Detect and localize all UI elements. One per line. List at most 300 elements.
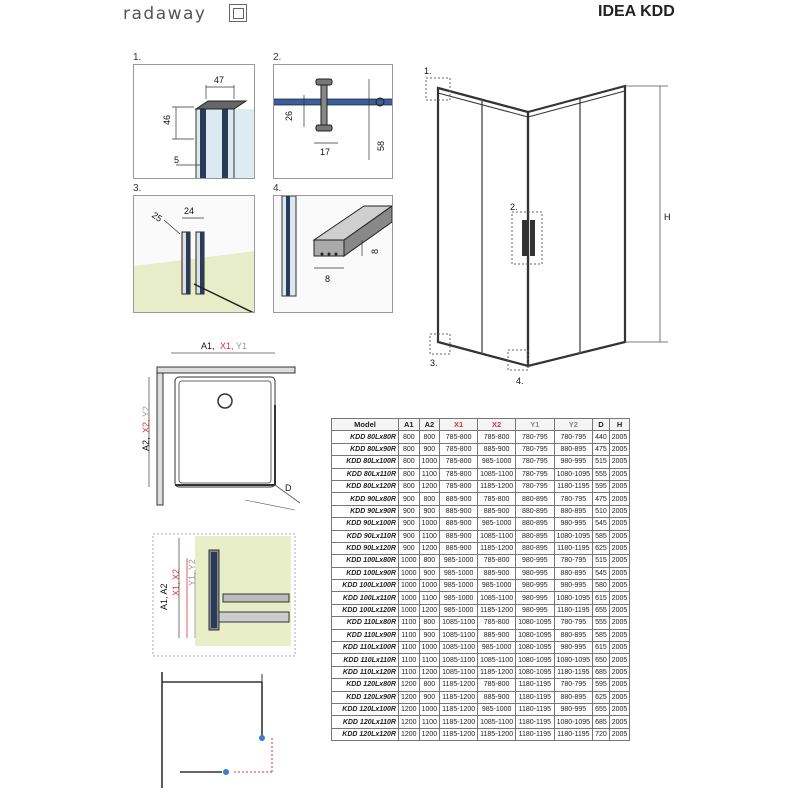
table-cell: 1180-1195: [554, 604, 592, 616]
table-cell: 2005: [609, 604, 630, 616]
table-cell: 880-895: [554, 691, 592, 703]
table-row: [332, 592, 630, 604]
product-title: IDEA KDD: [598, 3, 675, 20]
callout-3: 3.: [430, 358, 438, 368]
table-cell: KDD 100Lx100R: [332, 580, 399, 592]
table-cell: 880-895: [516, 518, 554, 530]
table-cell: 780-795: [554, 617, 592, 629]
table-cell: 1000: [419, 518, 440, 530]
table-cell: 1085-1100: [440, 666, 478, 678]
table-cell: 1180-1195: [516, 691, 554, 703]
table-cell: 1000: [419, 703, 440, 715]
table-cell: 885-900: [478, 691, 516, 703]
table-cell: 1200: [419, 604, 440, 616]
table-cell: KDD 80Lx90R: [332, 443, 399, 455]
detail-2-panel: [273, 64, 393, 179]
table-cell: 1185-1200: [440, 716, 478, 728]
table-cell: 1185-1200: [478, 480, 516, 492]
table-cell: 475: [593, 493, 610, 505]
table-cell: KDD 90Lx90R: [332, 505, 399, 517]
table-cell: 1080-1095: [554, 468, 592, 480]
table-cell: 880-895: [516, 530, 554, 542]
table-cell: 650: [593, 654, 610, 666]
table-cell: 1080-1095: [516, 617, 554, 629]
table-cell: 1185-1200: [440, 703, 478, 715]
table-row: [332, 617, 630, 629]
table-cell: 1085-1100: [478, 716, 516, 728]
table-cell: 615: [593, 592, 610, 604]
table-cell: 780-795: [516, 443, 554, 455]
table-cell: 885-900: [478, 629, 516, 641]
detail-1-dim-side: 46: [162, 114, 172, 125]
table-cell: 980-995: [554, 642, 592, 654]
table-cell: 885-900: [478, 443, 516, 455]
table-row: [332, 642, 630, 654]
table-cell: 1200: [399, 716, 420, 728]
table-cell: 880-895: [516, 505, 554, 517]
table-cell: 785-800: [440, 431, 478, 443]
table-row: [332, 679, 630, 691]
table-cell: 985-1000: [478, 642, 516, 654]
table-cell: KDD 100Lx90R: [332, 567, 399, 579]
table-row: [332, 480, 630, 492]
table-cell: KDD 120Lx80R: [332, 679, 399, 691]
section-label-y: Y1, Y2: [187, 559, 197, 586]
table-row: [332, 542, 630, 554]
table-cell: 800: [399, 456, 420, 468]
table-cell: 2005: [609, 716, 630, 728]
plan-diag-label: D: [285, 483, 292, 493]
table-row: [332, 493, 630, 505]
table-cell: 1100: [419, 468, 440, 480]
table-cell: 1080-1095: [554, 654, 592, 666]
table-cell: 1100: [419, 592, 440, 604]
table-cell: 785-800: [440, 480, 478, 492]
callout-2: 2.: [510, 202, 518, 212]
table-row: [332, 629, 630, 641]
table-cell: KDD 90Lx100R: [332, 518, 399, 530]
table-cell: 1185-1200: [478, 542, 516, 554]
table-row: [332, 580, 630, 592]
table-cell: 880-895: [554, 629, 592, 641]
table-cell: 1080-1095: [516, 666, 554, 678]
table-cell: 2005: [609, 666, 630, 678]
table-cell: 785-800: [440, 456, 478, 468]
table-cell: 2005: [609, 642, 630, 654]
table-cell: KDD 90Lx80R: [332, 493, 399, 505]
table-cell: 980-995: [516, 555, 554, 567]
table-row: [332, 518, 630, 530]
table-row: [332, 443, 630, 455]
table-row: [332, 728, 630, 740]
table-cell: 1085-1100: [478, 592, 516, 604]
plan-side-label-y: Y2: [141, 405, 151, 417]
layout-view: [150, 668, 285, 793]
table-row: [332, 604, 630, 616]
table-cell: 555: [593, 468, 610, 480]
detail-2-dim-bottom: 17: [320, 147, 331, 157]
brand-logo-mark: [229, 4, 247, 22]
table-cell: 1100: [399, 666, 420, 678]
table-cell: KDD 90Lx120R: [332, 542, 399, 554]
plan-top-label-x: X1,: [220, 341, 234, 351]
plan-top-label-a: A1,: [201, 341, 215, 351]
plan-side-label-a: A2,: [141, 437, 151, 451]
detail-1-dim-bottom: 5: [174, 155, 180, 165]
table-cell: 440: [593, 431, 610, 443]
table-cell: KDD 110Lx120R: [332, 666, 399, 678]
table-cell: 1200: [419, 728, 440, 740]
detail-1-drawing: [134, 65, 255, 179]
table-cell: 1100: [399, 617, 420, 629]
section-label-a: A1, A2: [159, 583, 169, 610]
table-cell: 475: [593, 443, 610, 455]
table-cell: 2005: [609, 567, 630, 579]
table-cell: KDD 80Lx80R: [332, 431, 399, 443]
table-row: [332, 468, 630, 480]
detail-4-dim-height: 8: [370, 248, 380, 254]
table-cell: 985-1000: [440, 567, 478, 579]
table-cell: 780-795: [554, 493, 592, 505]
table-cell: KDD 120Lx100R: [332, 703, 399, 715]
table-cell: KDD 100Lx120R: [332, 604, 399, 616]
table-row: [332, 654, 630, 666]
table-cell: 885-900: [440, 493, 478, 505]
table-cell: 980-995: [516, 567, 554, 579]
table-cell: 1085-1100: [440, 654, 478, 666]
table-row: [332, 505, 630, 517]
table-cell: 1180-1195: [516, 679, 554, 691]
table-cell: 880-895: [554, 567, 592, 579]
section-view: [145, 530, 300, 660]
table-cell: 1000: [399, 592, 420, 604]
table-cell: 1000: [399, 604, 420, 616]
detail-3-drawing: [134, 196, 255, 313]
table-cell: 980-995: [516, 580, 554, 592]
table-cell: 800: [399, 443, 420, 455]
section-label-x: X1, X2: [171, 568, 181, 596]
table-cell: 2005: [609, 456, 630, 468]
table-cell: 785-800: [478, 493, 516, 505]
table-cell: 1180-1195: [516, 728, 554, 740]
table-cell: 1185-1200: [478, 666, 516, 678]
col-d: D: [593, 419, 610, 431]
table-cell: 900: [419, 567, 440, 579]
table-cell: 2005: [609, 530, 630, 542]
detail-1-panel: [133, 64, 255, 179]
table-cell: 985-1000: [440, 580, 478, 592]
table-cell: 780-795: [516, 480, 554, 492]
table-cell: 800: [419, 617, 440, 629]
detail-4-drawing: [274, 196, 393, 313]
table-cell: 880-895: [516, 493, 554, 505]
table-cell: 1200: [399, 728, 420, 740]
table-cell: 595: [593, 679, 610, 691]
table-cell: 2005: [609, 431, 630, 443]
detail-2-drawing: [274, 65, 393, 179]
detail-2-number: 2.: [273, 52, 282, 63]
table-cell: 720: [593, 728, 610, 740]
table-cell: 1000: [419, 642, 440, 654]
table-cell: KDD 110Lx110R: [332, 654, 399, 666]
table-cell: 780-795: [516, 456, 554, 468]
table-cell: 2005: [609, 617, 630, 629]
table-cell: 1100: [419, 654, 440, 666]
detail-4-number: 4.: [273, 183, 282, 194]
table-cell: 885-900: [478, 567, 516, 579]
table-cell: 1000: [399, 580, 420, 592]
table-cell: 980-995: [554, 703, 592, 715]
table-cell: KDD 120Lx110R: [332, 716, 399, 728]
col-x1: X1: [440, 419, 478, 431]
table-cell: 2005: [609, 592, 630, 604]
table-cell: 625: [593, 542, 610, 554]
table-cell: KDD 110Lx100R: [332, 642, 399, 654]
table-cell: 2005: [609, 679, 630, 691]
table-cell: 2005: [609, 518, 630, 530]
table-cell: 985-1000: [440, 555, 478, 567]
table-row: [332, 431, 630, 443]
table-cell: 1180-1195: [554, 666, 592, 678]
table-cell: 785-800: [440, 468, 478, 480]
table-cell: KDD 110Lx80R: [332, 617, 399, 629]
table-cell: 545: [593, 518, 610, 530]
table-cell: 1180-1195: [516, 716, 554, 728]
table-cell: 780-795: [516, 431, 554, 443]
table-cell: 2005: [609, 629, 630, 641]
table-cell: 1200: [419, 542, 440, 554]
table-cell: 780-795: [554, 431, 592, 443]
col-x2: X2: [478, 419, 516, 431]
table-cell: 1000: [419, 580, 440, 592]
table-cell: 2005: [609, 493, 630, 505]
table-cell: 780-795: [516, 468, 554, 480]
table-cell: 1000: [399, 555, 420, 567]
table-cell: KDD 100Lx80R: [332, 555, 399, 567]
table-cell: 785-800: [478, 555, 516, 567]
table-cell: 1200: [399, 703, 420, 715]
table-cell: 880-895: [554, 443, 592, 455]
table-cell: 655: [593, 703, 610, 715]
table-cell: 980-995: [554, 518, 592, 530]
table-cell: KDD 80Lx120R: [332, 480, 399, 492]
table-cell: 900: [399, 493, 420, 505]
table-cell: 780-795: [554, 555, 592, 567]
table-cell: 800: [399, 468, 420, 480]
table-cell: 980-995: [516, 592, 554, 604]
table-cell: 980-995: [554, 580, 592, 592]
table-cell: 1080-1095: [554, 716, 592, 728]
table-cell: 2005: [609, 580, 630, 592]
table-cell: 1000: [399, 567, 420, 579]
table-cell: 985-1000: [440, 604, 478, 616]
plan-side-label-x: X2,: [141, 419, 151, 433]
table-cell: 585: [593, 530, 610, 542]
table-cell: 900: [399, 505, 420, 517]
table-cell: 1100: [399, 654, 420, 666]
table-row: [332, 456, 630, 468]
table-cell: 1200: [419, 666, 440, 678]
table-cell: 980-995: [554, 456, 592, 468]
table-cell: 685: [593, 716, 610, 728]
table-cell: 800: [419, 493, 440, 505]
table-cell: 515: [593, 456, 610, 468]
plan-top-label-y: Y1: [236, 341, 248, 351]
table-row: [332, 666, 630, 678]
table-cell: 1080-1095: [554, 592, 592, 604]
table-cell: 2005: [609, 443, 630, 455]
table-cell: 2005: [609, 555, 630, 567]
callout-4: 4.: [516, 376, 524, 386]
table-cell: 1185-1200: [440, 679, 478, 691]
table-row: [332, 567, 630, 579]
table-cell: 2005: [609, 654, 630, 666]
table-cell: 1180-1195: [554, 542, 592, 554]
table-cell: 1185-1200: [478, 728, 516, 740]
table-cell: 1080-1095: [516, 642, 554, 654]
table-cell: 900: [399, 542, 420, 554]
table-cell: 985-1000: [478, 703, 516, 715]
table-cell: 900: [399, 530, 420, 542]
plan-view: [135, 335, 315, 520]
table-cell: 1000: [419, 456, 440, 468]
table-cell: 580: [593, 580, 610, 592]
detail-4-dim-width: 8: [325, 274, 331, 284]
table-cell: KDD 110Lx90R: [332, 629, 399, 641]
table-cell: 2005: [609, 480, 630, 492]
table-cell: 880-895: [554, 505, 592, 517]
table-cell: KDD 120Lx90R: [332, 691, 399, 703]
table-row: [332, 691, 630, 703]
col-a1: A1: [399, 419, 420, 431]
table-cell: 900: [419, 691, 440, 703]
table-cell: KDD 80Lx110R: [332, 468, 399, 480]
table-cell: 1100: [399, 642, 420, 654]
table-cell: 1100: [419, 716, 440, 728]
col-h: H: [609, 419, 630, 431]
table-cell: 1200: [399, 679, 420, 691]
detail-1-dim-top: 47: [214, 75, 225, 85]
table-cell: 980-995: [516, 604, 554, 616]
table-cell: 685: [593, 666, 610, 678]
height-label: H: [664, 212, 671, 222]
table-cell: KDD 80Lx100R: [332, 456, 399, 468]
col-y1: Y1: [516, 419, 554, 431]
table-cell: 555: [593, 617, 610, 629]
table-cell: KDD 120Lx120R: [332, 728, 399, 740]
table-cell: 1180-1195: [554, 480, 592, 492]
table-cell: 1085-1100: [478, 530, 516, 542]
table-cell: 1085-1100: [478, 654, 516, 666]
table-cell: KDD 90Lx110R: [332, 530, 399, 542]
table-cell: 1185-1200: [478, 604, 516, 616]
table-cell: 785-800: [478, 431, 516, 443]
table-cell: 785-800: [478, 617, 516, 629]
table-cell: 985-1000: [478, 518, 516, 530]
table-cell: 1200: [419, 480, 440, 492]
col-y2: Y2: [554, 419, 592, 431]
col-a2: A2: [419, 419, 440, 431]
table-cell: 900: [419, 505, 440, 517]
table-cell: 2005: [609, 691, 630, 703]
table-cell: 595: [593, 480, 610, 492]
table-cell: 2005: [609, 703, 630, 715]
table-cell: 885-900: [440, 530, 478, 542]
table-cell: 985-1000: [478, 456, 516, 468]
detail-2-dim-right: 58: [376, 140, 386, 151]
detail-4-panel: [273, 195, 393, 313]
callout-1: 1.: [424, 66, 432, 76]
table-cell: 1080-1095: [516, 654, 554, 666]
spec-table-header: [332, 419, 630, 431]
spec-table: [331, 418, 630, 741]
table-cell: 1085-1100: [440, 642, 478, 654]
table-cell: 1180-1195: [516, 703, 554, 715]
table-cell: 800: [419, 679, 440, 691]
table-cell: 585: [593, 629, 610, 641]
table-cell: 1085-1100: [440, 617, 478, 629]
table-cell: 985-1000: [440, 592, 478, 604]
table-cell: 1085-1100: [478, 468, 516, 480]
main-enclosure-drawing: [420, 60, 690, 390]
table-cell: 1200: [399, 691, 420, 703]
table-cell: 880-895: [516, 542, 554, 554]
table-cell: 800: [419, 555, 440, 567]
table-cell: 900: [399, 518, 420, 530]
col-model: Model: [332, 419, 399, 431]
table-cell: 985-1000: [478, 580, 516, 592]
table-cell: 655: [593, 604, 610, 616]
table-cell: KDD 100Lx110R: [332, 592, 399, 604]
table-cell: 1100: [399, 629, 420, 641]
detail-3-panel: [133, 195, 255, 313]
table-cell: 1080-1095: [516, 629, 554, 641]
table-cell: 1180-1195: [554, 728, 592, 740]
detail-3-dim-top: 24: [184, 206, 195, 216]
table-row: [332, 530, 630, 542]
table-cell: 1185-1200: [440, 728, 478, 740]
table-cell: 2005: [609, 468, 630, 480]
table-cell: 785-800: [478, 679, 516, 691]
detail-3-dim-diag: 25: [150, 209, 165, 224]
table-cell: 545: [593, 567, 610, 579]
table-cell: 800: [399, 480, 420, 492]
table-row: [332, 555, 630, 567]
detail-3-number: 3.: [133, 183, 142, 194]
detail-2-dim-left: 26: [284, 110, 294, 121]
table-cell: 615: [593, 642, 610, 654]
table-cell: 885-900: [440, 518, 478, 530]
detail-1-number: 1.: [133, 52, 142, 63]
table-cell: 800: [419, 431, 440, 443]
table-row: [332, 703, 630, 715]
table-cell: 1085-1100: [440, 629, 478, 641]
table-cell: 2005: [609, 728, 630, 740]
table-cell: 2005: [609, 505, 630, 517]
table-cell: 800: [399, 431, 420, 443]
table-cell: 900: [419, 443, 440, 455]
table-cell: 1185-1200: [440, 691, 478, 703]
table-row: [332, 716, 630, 728]
table-cell: 515: [593, 555, 610, 567]
table-cell: 1100: [419, 530, 440, 542]
table-cell: 510: [593, 505, 610, 517]
table-cell: 1080-1095: [554, 530, 592, 542]
table-cell: 885-900: [478, 505, 516, 517]
table-cell: 900: [419, 629, 440, 641]
table-cell: 885-900: [440, 505, 478, 517]
table-cell: 885-900: [440, 542, 478, 554]
